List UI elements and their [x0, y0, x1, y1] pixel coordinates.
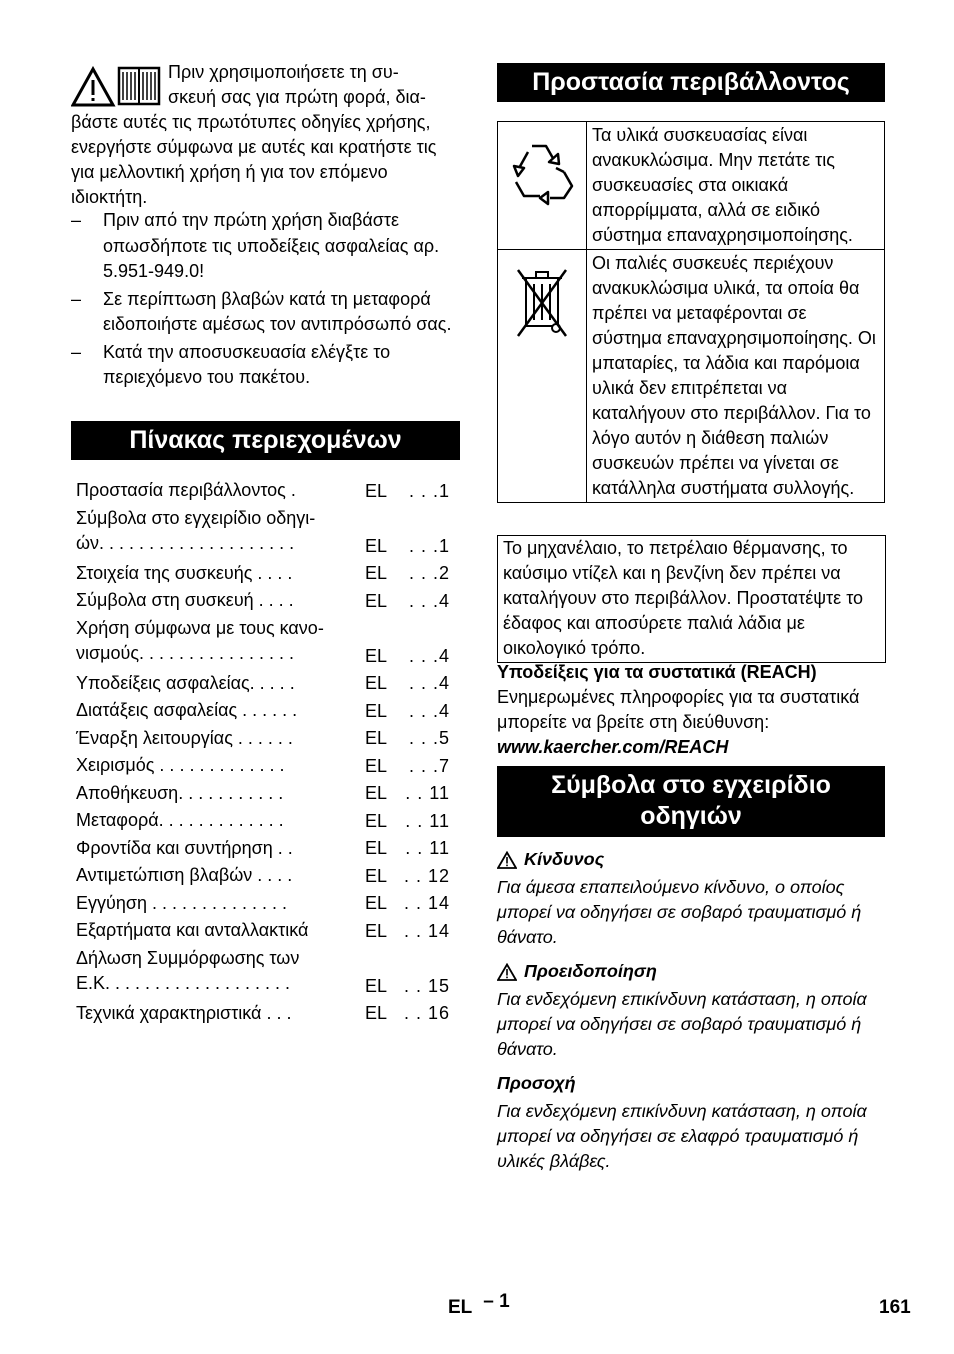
- toc-entry-lang: EL: [365, 728, 388, 748]
- crossed-bin-icon: [512, 264, 572, 344]
- toc-entry-title: Εξαρτήματα και ανταλλακτικά: [76, 920, 309, 940]
- toc-entry-lang: EL: [365, 535, 388, 556]
- toc-entry-title: Αποθήκευση. . . . . . . . . . .: [76, 782, 284, 803]
- warning-triangle-icon: [497, 851, 517, 869]
- toc-entry-lang: EL: [365, 563, 388, 583]
- toc-row[interactable]: [71, 671, 460, 699]
- toc-entry-page: . . .2: [408, 563, 450, 583]
- manual-book-icon: [117, 66, 161, 108]
- page-number: 161: [879, 1297, 911, 1318]
- warning-text: Για ενδεχόμενη επικίνδυνη κατάσταση, η οποία μπορεί να οδηγήσει σε σοβαρό τραυματισμό ή θάνατο.: [497, 989, 867, 1059]
- toc-entry-page: . . .4: [408, 590, 450, 611]
- list-item: – Κατά την αποσυσκευασία ελέγξτε το περιεχόμενο του πακέτου.: [71, 341, 391, 387]
- list-item: – Σε περίπτωση βλαβών κατά τη μεταφορά ειδοποιήστε αμέσως τον αντιπρόσωπό σας.: [71, 288, 452, 334]
- symbols-list: [497, 846, 887, 1182]
- table-row: [498, 250, 885, 503]
- toc-entry-page: . . 11: [405, 810, 450, 831]
- toc-row[interactable]: [71, 781, 460, 809]
- intro-icons: [71, 66, 163, 108]
- toc-row[interactable]: [71, 863, 460, 891]
- reach-block: [497, 660, 887, 760]
- toc-row[interactable]: [71, 808, 460, 836]
- toc-entry-page: . . 15: [403, 975, 450, 996]
- toc-entry-lang: EL: [365, 893, 388, 913]
- toc-row[interactable]: [71, 753, 460, 781]
- toc-entry-title: Υποδείξεις ασφαλείας. . . . .: [76, 672, 295, 693]
- toc-row[interactable]: [71, 918, 460, 946]
- toc-entry-title: Δήλωση Συμμόρφωσης των Ε.Κ. . . . . . . . . . . . . . . . . . .: [76, 947, 300, 993]
- intro-bullets: [71, 208, 466, 393]
- oil-note-box: Το μηχανέλαιο, το πετρέλαιο θέρμανσης, το καύσιμο ντίζελ και η βενζίνη δεν πρέπει να καταλήγουν στο περιβάλλον. Προστατέψτε το έδαφος και αποσύρετε παλιά λάδια με οικολογικό τρόπο.: [497, 535, 886, 663]
- toc-entry-page: . . .7: [408, 755, 450, 776]
- toc-entry-page: . . 12: [403, 865, 450, 886]
- list-item: – Πριν από την πρώτη χρήση διαβάστε οπωσδήποτε τις υποδείξεις ασφαλείας αρ. 5.951-949.0!: [71, 210, 440, 281]
- toc-entry-title: Φροντίδα και συντήρηση . .: [76, 837, 293, 858]
- toc-heading: Πίνακας περιεχομένων: [71, 421, 460, 460]
- toc-entry-lang: EL: [365, 645, 388, 666]
- toc-entry-title: Έναρξη λειτουργίας . . . . . .: [76, 727, 293, 748]
- intro-text: βάστε αυτές τις πρωτότυπες οδηγίες χρήσης, ενεργήστε σύμφωνα με αυτές και κρατήστε τις για μελλοντική χρήση ή για τον επόμενο ιδιοκτήτη.: [71, 112, 437, 207]
- footer-section: EL – 1: [448, 1291, 510, 1318]
- toc-entry-lang: EL: [365, 865, 388, 886]
- toc-entry-lang: EL: [365, 920, 388, 941]
- toc-entry-title: Τεχνικά χαρακτηριστικά . . .: [76, 1002, 292, 1023]
- toc-entry-lang: EL: [365, 838, 388, 858]
- toc-row[interactable]: [71, 561, 460, 589]
- symbols-heading: Σύμβολα στο εγχειρίδιο οδηγιών: [497, 766, 885, 837]
- toc-entry-page: . . .1: [408, 480, 450, 501]
- toc-entry-title: Προστασία περιβάλλοντος .: [76, 480, 296, 500]
- intro-first-lines: Πριν χρησιμοποιήσετε τη συ- σκευή σας για πρώτη φορά, δια-: [168, 62, 426, 107]
- toc-entry-lang: EL: [365, 755, 388, 776]
- toc-entry-page: . . 14: [403, 893, 450, 913]
- table-of-contents: [71, 478, 460, 1028]
- danger-heading: Κίνδυνος: [497, 846, 887, 873]
- reach-text: Ενημερωμένες πληροφορίες για τα συστατικά μπορείτε να βρείτε στη διεύθυνση:: [497, 687, 860, 732]
- caution-heading: Προσοχή: [497, 1073, 576, 1093]
- toc-entry-title: Χρήση σύμφωνα με τους κανο- νισμούς. . . . . . . . . . . . . . . .: [76, 617, 324, 663]
- toc-row[interactable]: [71, 946, 460, 1001]
- toc-entry-lang: EL: [365, 1003, 388, 1023]
- toc-entry-page: . . .1: [408, 535, 450, 556]
- toc-entry-page: . . 11: [405, 783, 450, 803]
- toc-row[interactable]: [71, 616, 460, 671]
- reach-link[interactable]: www.kaercher.com/REACH: [497, 737, 729, 757]
- recycle-icon: [502, 132, 582, 222]
- toc-entry-page: . . .4: [408, 700, 450, 721]
- toc-row[interactable]: [71, 698, 460, 726]
- danger-text: Για άμεσα επαπειλούμενο κίνδυνο, ο οποίος μπορεί να οδηγήσει σε σοβαρό τραυματισμό ή θάνατο.: [497, 877, 862, 947]
- recycle-text: Τα υλικά συσκευασίας είναι ανακυκλώσιμα. Μην πετάτε τις συσκευασίες στα οικιακά απορρίμματα, αλλά σε ειδικό σύστημα επαναχρησιμοποίησης.: [587, 122, 885, 250]
- toc-row[interactable]: [71, 1001, 460, 1029]
- old-devices-text: Οι παλιές συσκευές περιέχουν ανακυκλώσιμα υλικά, τα οποία θα πρέπει να μεταφέρονται σε σύστημα επαναχρησιμοποίησης. Οι μπαταρίες, τα λάδια και παρόμοια υλικά δεν επιτρέπεται να καταλήγουν στο περιβάλλον. Για το λόγο αυτόν η διάθεση παλιών συσκευών πρέπει να γίνεται σε κατάλληλα συστήματα συλλογής.: [587, 250, 885, 503]
- toc-entry-page: . . 14: [403, 920, 450, 941]
- toc-entry-title: Αντιμετώπιση βλαβών . . . .: [76, 865, 293, 885]
- toc-entry-lang: EL: [365, 590, 388, 611]
- toc-entry-page: . . .5: [408, 728, 450, 748]
- toc-entry-lang: EL: [365, 673, 388, 693]
- toc-entry-title: Εγγύηση . . . . . . . . . . . . . .: [76, 892, 288, 913]
- toc-row[interactable]: [71, 726, 460, 754]
- environment-heading: Προστασία περιβάλλοντος: [497, 63, 885, 102]
- toc-entry-lang: EL: [365, 700, 388, 721]
- toc-entry-title: Μεταφορά. . . . . . . . . . . . .: [76, 810, 284, 830]
- toc-entry-lang: EL: [365, 810, 388, 831]
- toc-entry-page: . . 16: [403, 1003, 450, 1023]
- toc-row[interactable]: [71, 891, 460, 919]
- toc-entry-page: . . 11: [405, 838, 450, 858]
- toc-row[interactable]: [71, 588, 460, 616]
- toc-entry-title: Διατάξεις ασφαλείας . . . . . .: [76, 700, 298, 720]
- toc-entry-lang: EL: [365, 975, 388, 996]
- toc-entry-title: Σύμβολα στο εγχειρίδιο οδηγι- ών. . . . . . . . . . . . . . . . . . . .: [76, 507, 316, 553]
- caution-text: Για ενδεχόμενη επικίνδυνη κατάσταση, η οποία μπορεί να οδηγήσει σε ελαφρό τραυματισμό ή υλικές βλάβες.: [497, 1101, 867, 1171]
- toc-entry-title: Στοιχεία της συσκευής . . . .: [76, 562, 293, 583]
- toc-entry-title: Σύμβολα στη συσκευή . . . .: [76, 590, 294, 610]
- reach-heading: Υποδείξεις για τα συστατικά (REACH): [497, 662, 817, 682]
- toc-entry-lang: EL: [365, 783, 388, 803]
- toc-row[interactable]: [71, 506, 460, 561]
- toc-entry-page: . . .4: [408, 673, 450, 693]
- toc-row[interactable]: [71, 478, 460, 506]
- toc-entry-page: . . .4: [408, 645, 450, 666]
- toc-row[interactable]: [71, 836, 460, 864]
- toc-entry-title: Χειρισμός . . . . . . . . . . . . .: [76, 755, 285, 775]
- toc-entry-lang: EL: [365, 480, 388, 501]
- warning-triangle-icon: [497, 963, 517, 981]
- warning-heading: Προειδοποίηση: [497, 958, 887, 985]
- environment-table: [497, 121, 885, 503]
- table-row: [498, 122, 885, 250]
